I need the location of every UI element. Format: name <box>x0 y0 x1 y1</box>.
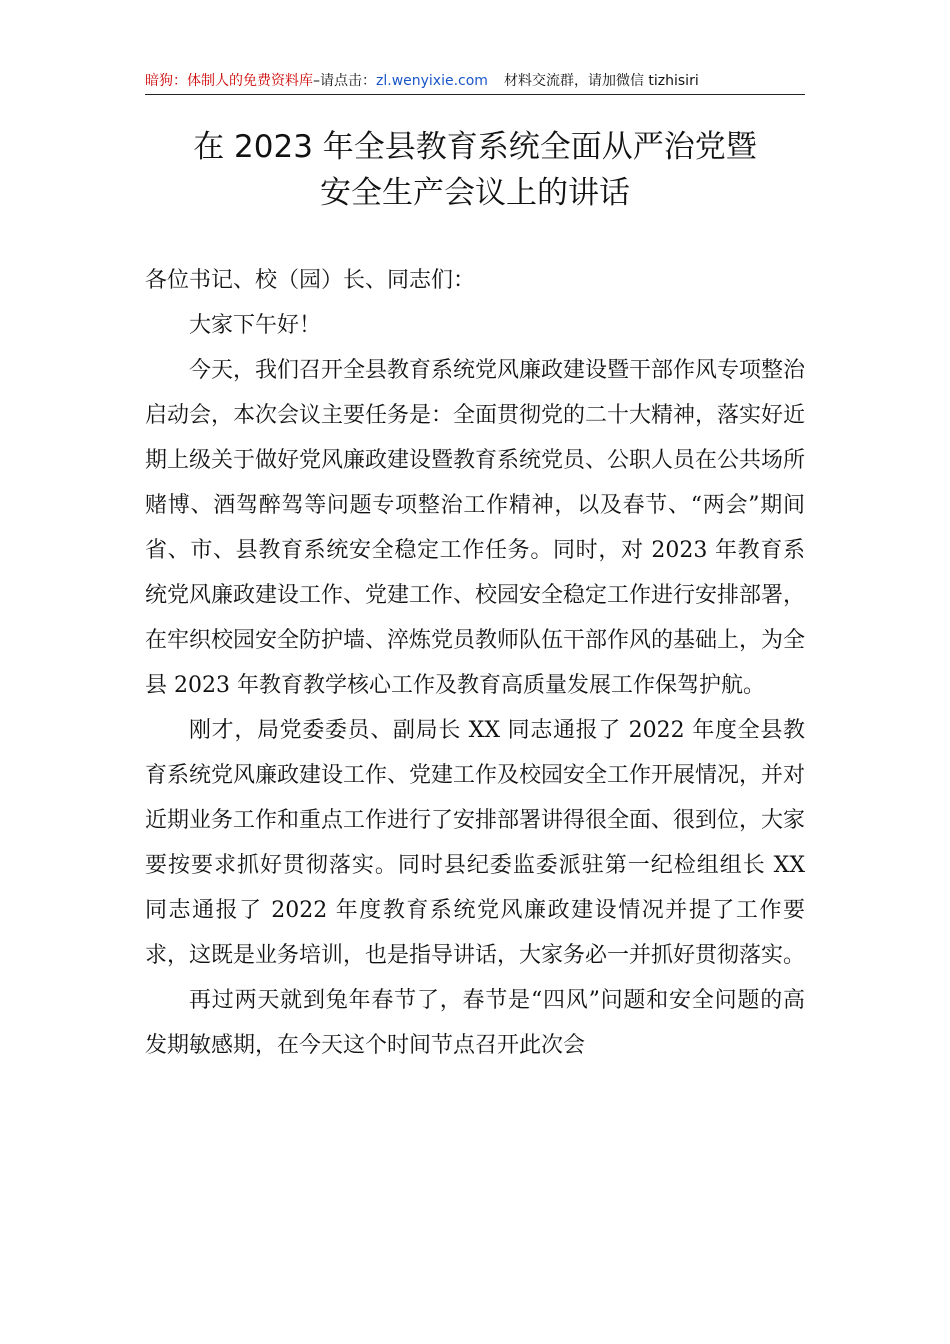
document-body <box>145 258 805 1068</box>
paragraph: 再过两天就到兔年春节了，春节是“四风”问题和安全问题的高发期敏感期，在今天这个时间节点召开此次会 <box>145 988 805 1058</box>
header-divider <box>145 94 805 95</box>
title-line-1: 在 2023 年全县教育系统全面从严治党暨 <box>193 129 757 165</box>
header-contact: 材料交流群，请加微信 tizhisiri <box>503 73 699 89</box>
title-line-2: 安全生产会议上的讲话 <box>320 175 630 211</box>
paragraph: 刚才，局党委委员、副局长 XX 同志通报了 2022 年度全县教育系统党风廉政建设工作、党建工作及校园安全工作开展情况，并对近期业务工作和重点工作进行了安排部署讲得很全面、很到位，大家要按要求抓好贯彻落实。同时县纪委监委派驻第一纪检组组长 XX 同志通报了 2022 年度教育系统党风廉政建设情况并提了工作要求，这既是业务培训，也是指导讲话，大家务必一并抓好贯彻落实。 <box>145 718 806 968</box>
header-link[interactable]: zl.wenyixie.com <box>376 73 488 89</box>
header-site-name: 暗狗：体制人的免费资料库 <box>145 73 313 89</box>
greeting: 大家下午好！ <box>189 313 322 338</box>
salutation: 各位书记、校（园）长、同志们： <box>145 268 476 293</box>
paragraph: 今天，我们召开全县教育系统党风廉政建设暨干部作风专项整治启动会，本次会议主要任务是：全面贯彻党的二十大精神，落实好近期上级关于做好党风廉政建设暨教育系统党员、公职人员在公共场所赌博、酒驾醉驾等问题专项整治工作精神，以及春节、“两会”期间省、市、县教育系统安全稳定工作任务。同时，对 2023 年教育系统党风廉政建设工作、党建工作、校园安全稳定工作进行安排部署，在牢织校园安全防护墙、淬炼党员教师队伍干部作风的基础上，为全县 2023 年教育教学核心工作及教育高质量发展工作保驾护航。 <box>145 358 806 698</box>
document-title <box>145 124 805 216</box>
page-header <box>145 68 805 94</box>
header-click-prompt: –请点击： <box>313 73 376 89</box>
